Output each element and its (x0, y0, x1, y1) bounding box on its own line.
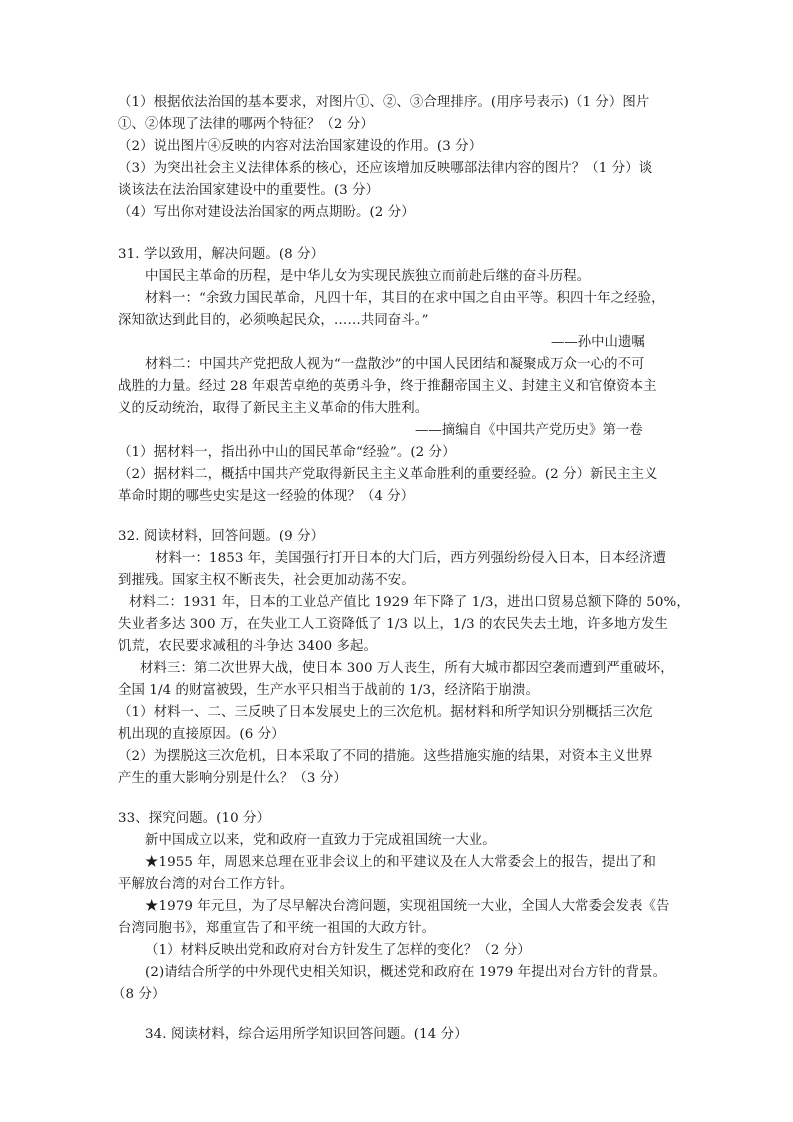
q31-material2-line1: 材料二：中国共产党把敌人视为“一盘散沙”的中国人民团结和凝聚成万众一心的不可 (145, 357, 645, 372)
q31-material2-line2: 战胜的力量。经过 28 年艰苦卓绝的英勇斗争，终于推翻帝国主义、封建主义和官僚资本主 (118, 379, 657, 394)
q32-part1-line2: 机出现的直接原因。(6 分） (118, 727, 285, 742)
q30-part3-line1: （3）为突出社会主义法律体系的核心，还应该增加反映哪部法律内容的图片？（1 分）谈 (118, 161, 653, 176)
q34-heading: 34. 阅读材料，综合运用所学知识回答问题。(14 分） (145, 1027, 468, 1042)
q31-material2-line3: 义的反动统治，取得了新民主主义革命的伟大胜利。 (118, 401, 429, 416)
q32-material3-line1: 材料三：第二次世界大战，使日本 300 万人丧生，所有大城市都因空袭而遭到严重破坏， (140, 661, 674, 676)
q32-material2-line2: 失业者多达 300 万，在失业工人工资降低了 1/3 以上，1/3 的农民失去土地，许多地方发生 (118, 617, 669, 632)
q30-part3-line2: 谈该法在法治国家建设中的重要性。(3 分） (118, 183, 380, 198)
q31-material2-source: ——摘编自《中国共产党历史》第一卷 (415, 423, 643, 438)
q33-part2-line2: （8 分） (112, 987, 166, 1002)
q33-item1-line1: ★1955 年，周恩来总理在亚非会议上的和平建议及在人大常委会上的报告，提出了和 (145, 855, 657, 870)
q33-heading: 33、探究问题。(10 分） (118, 811, 271, 826)
q30-part1-line2: ①、②体现了法律的哪两个特征？（2 分） (118, 117, 374, 132)
q33-item2-line2: 台湾同胞书》，郑重宣告了和平统一祖国的大政方针。 (118, 921, 436, 936)
q31-material1-line2: 深知欲达到此目的，必须唤起民众，……共同奋斗。” (118, 313, 429, 328)
q31-part1: （1）据材料一，指出孙中山的国民革命“经验”。(2 分） (118, 445, 456, 460)
q30-part4: （4）写出你对建设法治国家的两点期盼。(2 分） (118, 205, 415, 220)
q33-part1: （1）材料反映出党和政府对台方针发生了怎样的变化？（2 分） (145, 943, 531, 958)
q32-part2-line1: （2）为摆脱这三次危机，日本采取了不同的措施。这些措施实施的结果，对资本主义世界 (118, 749, 653, 764)
q30-part2: （2）说出图片④反映的内容对法治国家建设的作用。(3 分） (118, 139, 483, 154)
q32-part1-line1: （1）材料一、二、三反映了日本发展史上的三次危机。据材料和所学知识分别概括三次危 (118, 705, 653, 720)
q31-material1-source: ——孙中山遗嘱 (551, 335, 645, 350)
q33-part2-line1: (2)请结合所学的中外现代史相关知识，概述党和政府在 1979 年提出对台方针的背景。 (145, 965, 667, 980)
q33-intro: 新中国成立以来，党和政府一直致力于完成祖国统一大业。 (145, 833, 496, 848)
q31-material1-line1: 材料一：“余致力国民革命，凡四十年，其目的在求中国之自由平等。积四十年之经验， (145, 291, 665, 306)
q31-heading: 31. 学以致用，解决问题。(8 分） (118, 247, 325, 262)
q32-material1-line2: 到摧残。国家主权不断丧失，社会更加动荡不安。 (118, 573, 415, 588)
q32-heading: 32. 阅读材料，回答问题。(9 分） (118, 529, 325, 544)
q31-intro: 中国民主革命的历程，是中华儿女为实现民族独立而前赴后继的奋斗历程。 (145, 269, 591, 284)
q33-item2-line1: ★1979 年元旦，为了尽早解决台湾问题，实现祖国统一大业，全国人大常委会发表《告 (145, 899, 670, 914)
q30-part1-line1: （1）根据依法治国的基本要求，对图片①、②、③合理排序。(用序号表示)（1 分）图片 (118, 95, 650, 110)
q32-material1-line1: 材料一：1853 年，美国强行打开日本的大门后，西方列强纷纷侵入日本，日本经济遭 (155, 551, 667, 566)
q31-part2-line2: 革命时期的哪些史实是这一经验的体现？（4 分） (118, 489, 415, 504)
q32-material2-line3: 饥荒，农民要求减租的斗争达 3400 多起。 (118, 639, 378, 654)
q32-material3-line2: 全国 1/4 的财富被毁，生产水平只相当于战前的 1/3，经济陷于崩溃。 (118, 683, 540, 698)
q31-part2-line1: （2）据材料二，概括中国共产党取得新民主主义革命胜利的重要经验。(2 分）新民主主义 (118, 467, 658, 482)
q32-material2-line1: 材料二：1931 年，日本的工业总产值比 1929 年下降了 1/3，进出口贸易总额下降的 50%， (129, 595, 690, 610)
q33-item1-line2: 平解放台湾的对台工作方针。 (118, 877, 294, 892)
q32-part2-line2: 产生的重大影响分别是什么？（3 分） (118, 771, 347, 786)
